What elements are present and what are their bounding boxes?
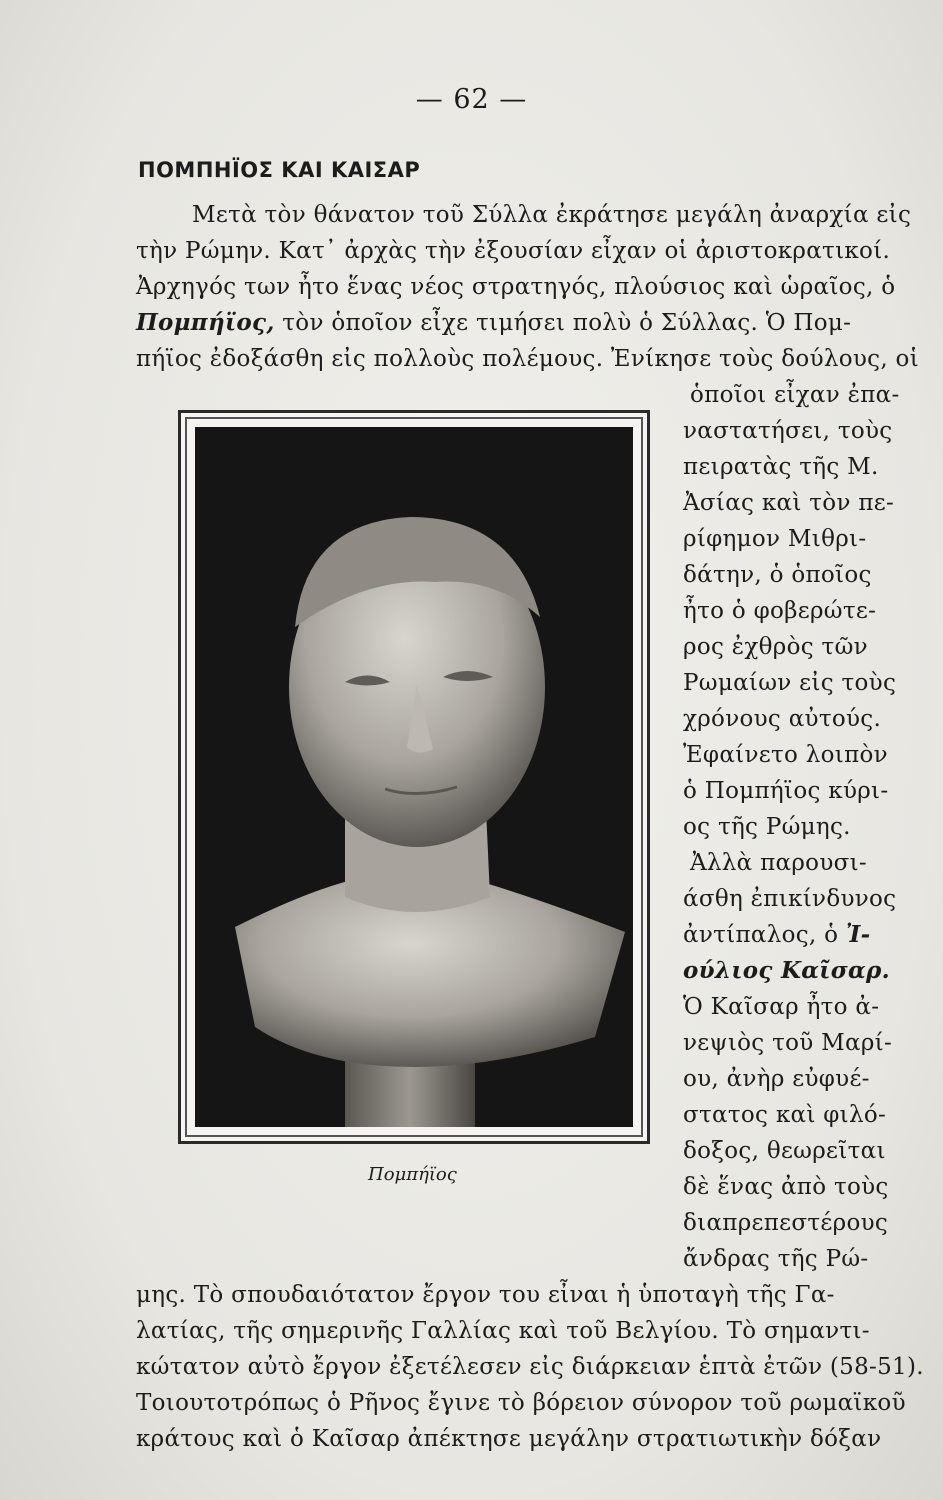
text-line [683,956,890,986]
text-segment: ἀντίπαλος, ὁ [683,922,846,948]
name-caesar: Ἰ- [845,921,871,948]
text-line: ναστατήσει, τοὺς [683,418,893,444]
text-line: ρος ἐχθρὸς τῶν [683,634,868,660]
text-line [683,920,871,950]
text-line: άσθη ἐπικίνδυνος [683,886,897,912]
text-line: λατίας, τῆς σημερινῆς Γαλλίας καὶ τοῦ Βελγίου. Τὸ σημαντι- [136,1318,870,1344]
text-line: δὲ ἕνας ἀπὸ τοὺς [683,1174,889,1200]
text-line: κράτους καὶ ὁ Καῖσαρ ἀπέκτησε μεγάλην στρατιωτικὴν δόξαν [136,1426,882,1452]
text-line: χρόνους αὐτούς. [683,706,882,732]
text-line: Ἀσίας καὶ τὸν πε- [683,490,895,516]
text-line: νεψιὸς τοῦ Μαρί- [683,1030,893,1056]
text-line: μης. Τὸ σπουδαιότατον ἔργον του εἶναι ἡ ὑποταγὴ τῆς Γα- [136,1282,835,1308]
text-line: πήϊος ἐδοξάσθη εἰς πολλοὺς πολέμους. Ἐνίκησε τοὺς δούλους, οἱ [136,346,920,372]
text-line: διαπρεπεστέρους [683,1210,889,1236]
figure-caption: Πομπήϊος [368,1164,457,1185]
text-line: στατος καὶ φιλό- [683,1102,887,1128]
page-number: — 62 — [415,84,528,115]
name-pompey: Πομπήϊος, [136,309,275,336]
text-line: Ρωμαίων εἰς τοὺς [683,670,897,696]
text-line: ρίφημον Μιθρι- [683,526,867,552]
text-line: πειρατὰς τῆς Μ. [683,454,879,480]
text-line: δάτην, ὁ ὁποῖος [683,562,872,588]
text-line: ἦτο ὁ φοβερώτε- [683,598,877,624]
text-line: Ὁ Καῖσαρ ἦτο ἀ- [683,994,880,1020]
text-line: Μετὰ τὸν θάνατον τοῦ Σύλλα ἐκράτησε μεγάλη ἀναρχία εἰς [192,202,912,228]
chapter-title: ΠΟΜΠΗΪΟΣ ΚΑΙ ΚΑΙΣΑΡ [138,158,421,182]
text-line: ος τῆς Ρώμης. [683,814,851,840]
text-segment: τὸν ὁποῖον εἶχε τιμήσει πολὺ ὁ Σύλλας. Ὁ Πομ- [274,310,852,336]
text-line: Τοιουτοτρόπως ὁ Ρῆνος ἔγινε τὸ βόρειον σύνορον τοῦ ρωμαϊκοῦ [136,1390,906,1416]
text-line: ὁ Πομπήϊος κύρι- [683,778,889,804]
text-line [136,308,851,338]
text-line: ου, ἀνὴρ εὐφυέ- [683,1066,870,1092]
portrait-bust-image [195,427,633,1127]
text-line: ὁποῖοι εἶχαν ἐπα- [690,382,900,408]
text-line: Ἀλλὰ παρουσι- [690,850,867,876]
portrait-frame [178,410,650,1144]
text-line: Ἐφαίνετο λοιπὸν [683,742,888,768]
text-line: κώτατον αὐτὸ ἔργον ἐξετέλεσεν εἰς διάρκειαν ἑπτὰ ἐτῶν (58-51). [136,1354,924,1380]
name-caesar: ούλιος Καῖσαρ. [683,957,890,984]
text-line: Ἀρχηγός των ἦτο ἕνας νέος στρατηγός, πλούσιος καὶ ὡραῖος, ὁ [136,274,896,300]
text-line: ἄνδρας τῆς Ρώ- [683,1246,869,1272]
text-line: τὴν Ρώμην. Κατ᾽ ἀρχὰς τὴν ἐξουσίαν εἶχαν οἱ ἀριστοκρατικοί. [136,238,891,264]
text-line: δοξος, θεωρεῖται [683,1138,886,1164]
